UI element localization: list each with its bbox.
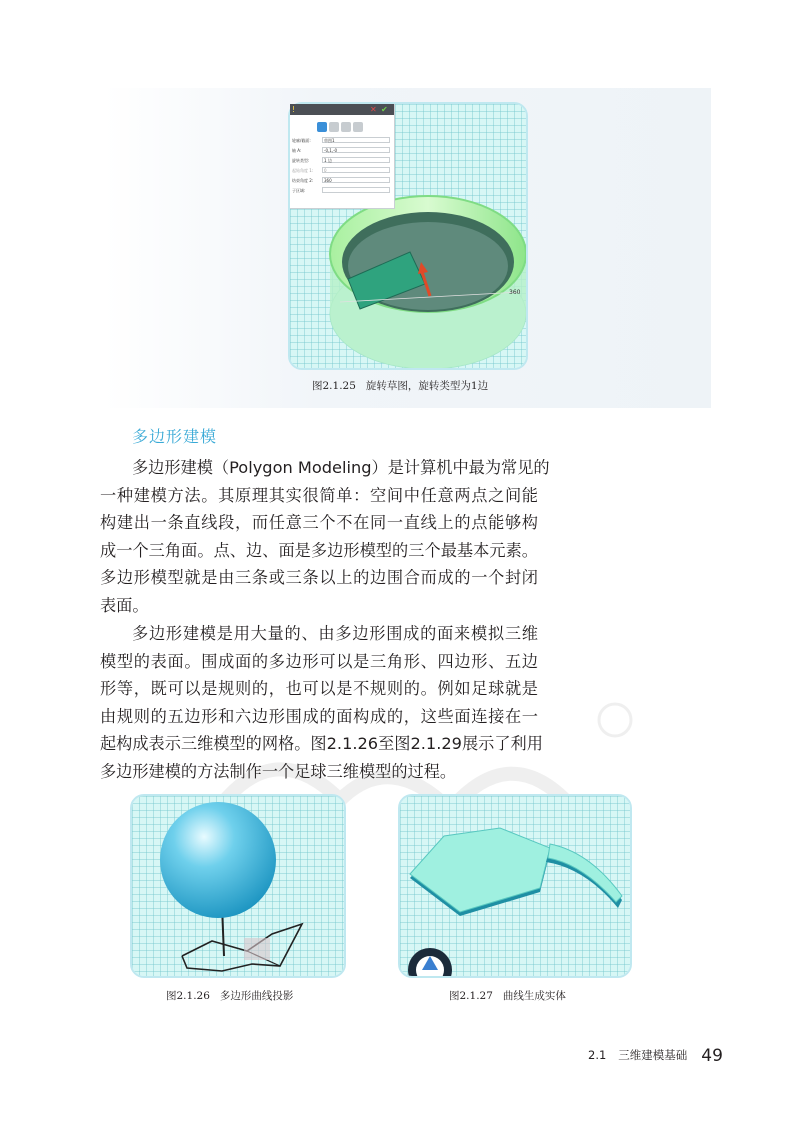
text-line: 构建出一条直线段，而任意三个不在同一直线上的点能够构 xyxy=(100,513,538,532)
row-label: 结束角度 2: xyxy=(292,178,314,183)
paragraph-1 xyxy=(100,454,550,619)
panel-row-end-angle xyxy=(292,177,391,184)
page-number: 49 xyxy=(701,1046,723,1066)
text-line: 多边形建模的方法制作一个足球三维模型的过程。 xyxy=(100,761,457,781)
tool-option-icon[interactable] xyxy=(341,122,351,132)
text-line: 形等，既可以是规则的，也可以是不规则的。例如足球就是 xyxy=(100,679,538,698)
text-line: 模型的表面。围成面的多边形可以是三角形、四边形、五边 xyxy=(100,651,538,671)
axis-field[interactable]: -0,1,-0 xyxy=(322,147,390,153)
text-line: 表面。 xyxy=(100,595,149,615)
figure-2-1-26-caption xyxy=(166,988,293,1003)
row-label: 旋转类型: xyxy=(292,158,310,163)
figure-title: 多边形曲线投影 xyxy=(219,990,294,1002)
panel-titlebar xyxy=(290,104,394,115)
text-line: 一种建模方法。其原理其实很简单：空间中任意两点之间能 xyxy=(100,485,538,505)
row-label: 起始角度 1: xyxy=(292,168,314,173)
cancel-icon[interactable]: ✕ xyxy=(370,105,377,114)
text-line: 由规则的五边形和六边形围成的面构成的，这些面连接在一 xyxy=(100,706,538,726)
revolve-tool-button[interactable] xyxy=(317,122,327,132)
figure-number: 图2.1.25 xyxy=(312,380,356,392)
revolve-settings-panel xyxy=(290,104,395,209)
subregion-field[interactable] xyxy=(322,187,390,193)
footer-section-number: 2.1 xyxy=(588,1048,607,1062)
page-footer xyxy=(588,1046,723,1066)
figure-2-1-25-caption xyxy=(312,378,488,393)
figure-number: 图2.1.27 xyxy=(449,990,493,1002)
tool-option-icon[interactable] xyxy=(353,122,363,132)
figure-number: 图2.1.26 xyxy=(166,990,210,1002)
profile-field[interactable]: 草图1 xyxy=(322,137,390,143)
footer-section-title: 三维建模基础 xyxy=(618,1048,688,1062)
figure-2-1-27-caption xyxy=(449,988,566,1003)
start-angle-field[interactable]: 0 xyxy=(322,167,390,173)
revolve-type-select[interactable]: 1 边 xyxy=(322,157,390,163)
figure-2-1-26-frame xyxy=(130,794,346,978)
text-line: 起构成表示三维模型的网格。图2.1.26至图2.1.29展示了利用 xyxy=(100,734,543,753)
panel-row-profile xyxy=(292,137,391,144)
figure-title: 曲线生成实体 xyxy=(502,990,566,1002)
text-line: 成一个三角面。点、边、面是多边形模型的三个最基本元素。 xyxy=(100,540,538,560)
text-line: 多边形模型就是由三条或三条以上的边围合而成的一个封闭 xyxy=(100,568,538,587)
sphere-projection-illustration xyxy=(132,796,344,976)
warning-icon: ! xyxy=(292,105,296,114)
surface-solid-illustration xyxy=(400,796,630,976)
angle-label: 360 xyxy=(509,289,521,296)
panel-row-axis xyxy=(292,147,391,154)
paragraph-2 xyxy=(100,620,543,785)
tool-option-icon[interactable] xyxy=(329,122,339,132)
panel-row-type xyxy=(292,157,391,164)
confirm-icon[interactable]: ✔ xyxy=(381,105,388,114)
text-line: 多边形建模是用大量的、由多边形围成的面来模拟三维 xyxy=(132,624,538,643)
row-label: 轴 A: xyxy=(292,148,302,153)
panel-row-subregion xyxy=(292,187,391,194)
section-heading: 多边形建模 xyxy=(132,427,218,446)
row-label: 子区域: xyxy=(292,188,306,193)
panel-row-start-angle xyxy=(292,167,391,174)
end-angle-field[interactable]: 360 xyxy=(322,177,390,183)
text-line: 多边形建模（Polygon Modeling）是计算机中最为常见的 xyxy=(132,458,550,477)
figure-2-1-27-frame xyxy=(398,794,632,978)
row-label: 轮廓/截面: xyxy=(292,138,311,143)
figure-title: 旋转草图，旋转类型为1边 xyxy=(365,380,489,392)
